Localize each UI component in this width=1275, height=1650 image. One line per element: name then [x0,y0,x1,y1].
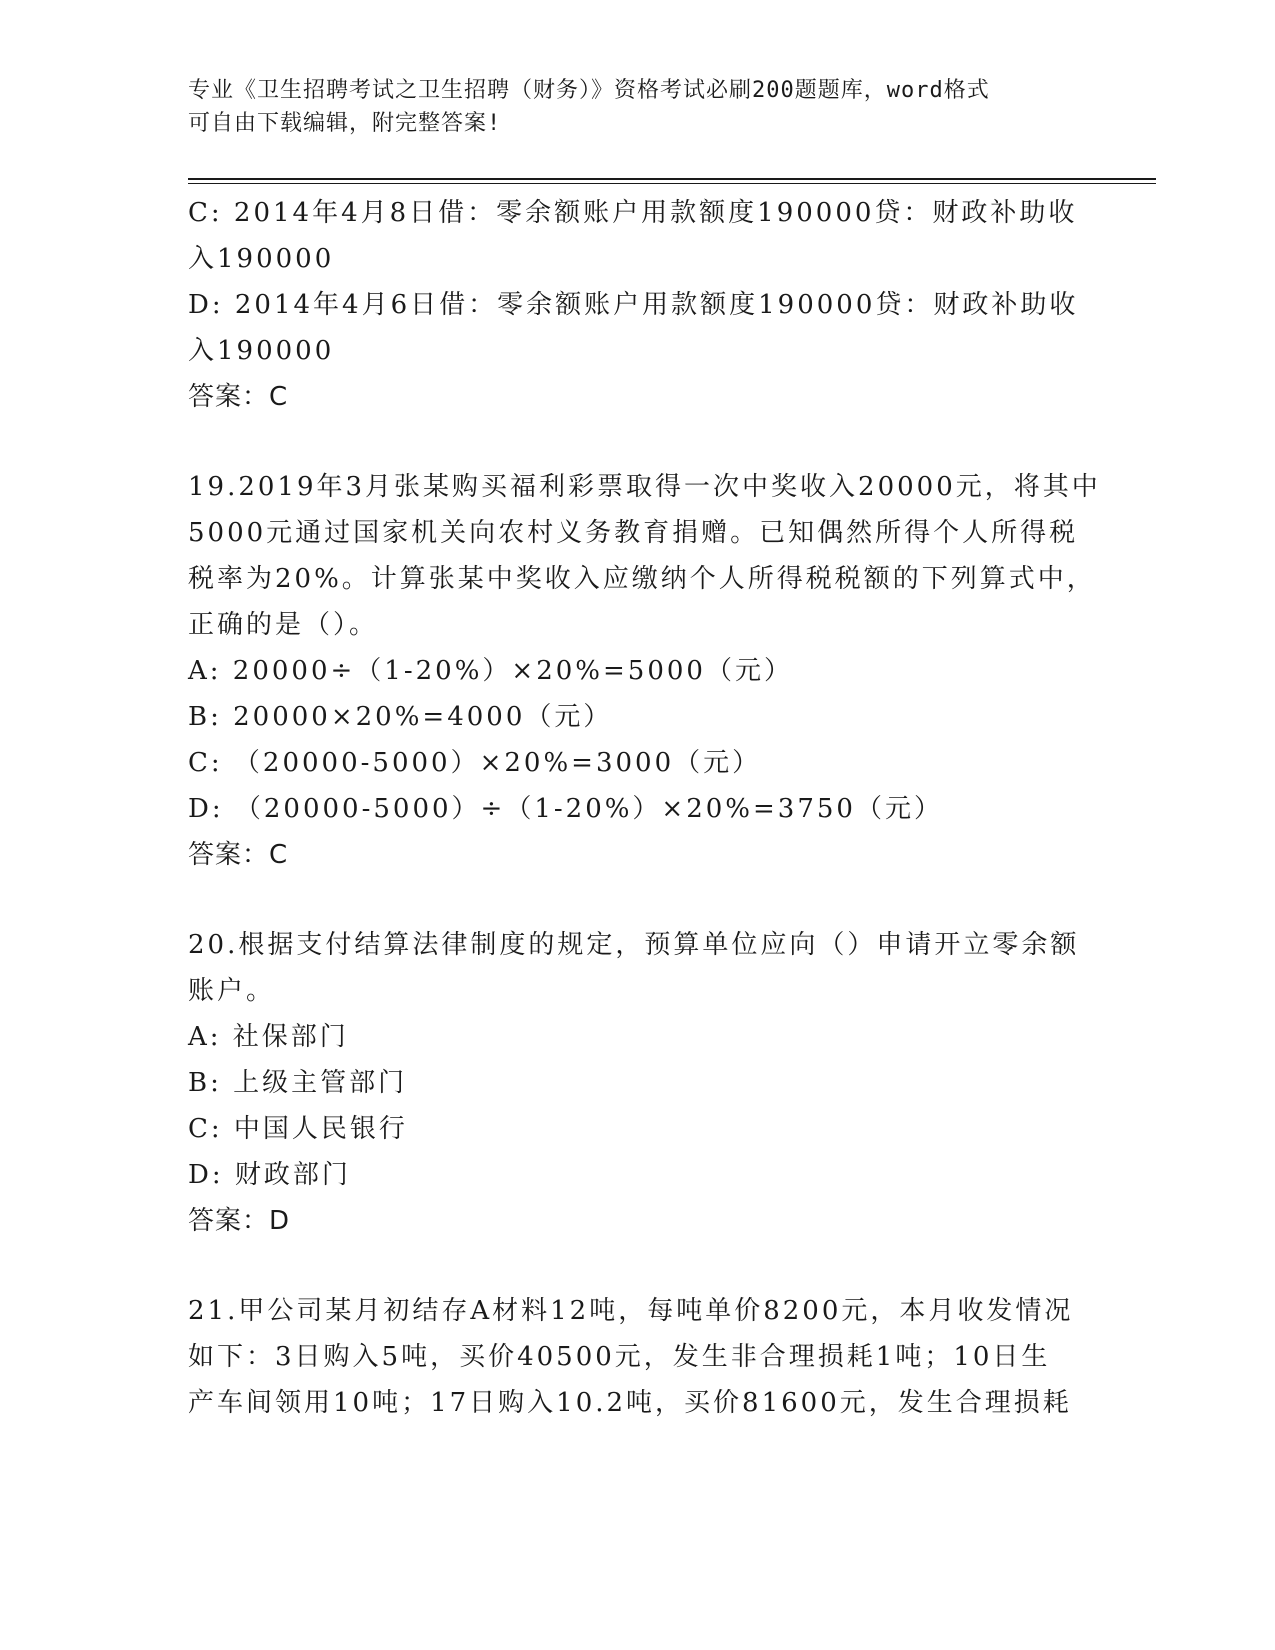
header-line-2: 可自由下载编辑，附完整答案! [188,111,502,136]
question-text-line-2: 5000元通过国家机关向农村义务教育捐赠。已知偶然所得个人所得税 [188,518,1079,548]
option-d-line-1: D: 2014年4月6日借：零余额账户用款额度190000贷：财政补助收 [188,290,1079,320]
option-c-line-2: 入190000 [188,244,335,274]
question-text-line-4: 正确的是（）。 [188,610,379,640]
spacer [188,420,1088,464]
option-c: C: 中国人民银行 [188,1114,408,1144]
question-text-line-2: 如下：3日购入5吨，买价40500元，发生非合理损耗1吨；10日生 [188,1342,1051,1372]
question-text-line-1: 20.根据支付结算法律制度的规定，预算单位应向（）申请开立零余额 [188,930,1080,960]
option-a: A: 20000÷（1-20%）×20%=5000（元） [188,656,793,686]
option-c: C: （20000-5000）×20%=3000（元） [188,748,762,778]
question-text-line-2: 账户。 [188,976,276,1006]
spacer [188,1244,1088,1288]
question-text-line-1: 19.2019年3月张某购买福利彩票取得一次中奖收入20000元，将其中 [188,472,1101,502]
header-line-1: 专业《卫生招聘考试之卫生招聘（财务）》资格考试必刷200题题库，word格式 [188,78,990,103]
option-d: D: （20000-5000）÷（1-20%）×20%=3750（元） [188,794,943,824]
question-18-tail [188,190,1088,420]
option-c-line-1: C: 2014年4月8日借：零余额账户用款额度190000贷：财政补助收 [188,198,1078,228]
question-text-line-3: 税率为20%。计算张某中奖收入应缴纳个人所得税税额的下列算式中， [188,564,1096,594]
question-20 [188,922,1088,1244]
spacer [188,878,1088,922]
question-19 [188,464,1101,878]
answer-label: 答案：D [188,1206,291,1236]
answer-label: 答案：C [188,382,289,412]
page-header [188,74,1088,140]
option-d: D: 财政部门 [188,1160,351,1190]
option-d-line-2: 入190000 [188,336,335,366]
option-b: B: 上级主管部门 [188,1068,408,1098]
header-divider-thick [188,178,1156,180]
question-text-line-3: 产车间领用10吨；17日购入10.2吨，买价81600元，发生合理损耗 [188,1388,1072,1418]
document-body [188,190,1101,1426]
question-text-line-1: 21.甲公司某月初结存A材料12吨，每吨单价8200元，本月收发情况 [188,1296,1074,1326]
answer-label: 答案：C [188,840,289,870]
option-b: B: 20000×20%=4000（元） [188,702,613,732]
question-21 [188,1288,1088,1426]
option-a: A: 社保部门 [188,1022,349,1052]
header-divider-thin [188,183,1156,184]
